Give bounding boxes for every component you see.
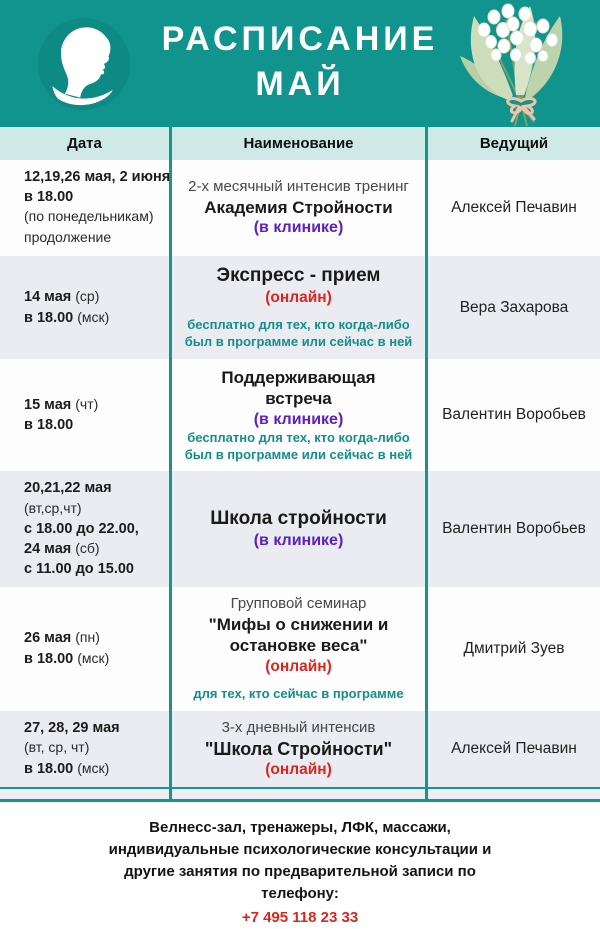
date-line: с 11.00 до 15.00	[24, 560, 134, 577]
head-profile-icon	[36, 16, 132, 112]
event-line: Экспресс - прием	[216, 265, 381, 287]
event-line: встреча	[265, 389, 332, 409]
host-cell: Дмитрий Зуев	[463, 640, 565, 657]
date-line: в 18.00	[24, 416, 74, 433]
date-cell	[0, 160, 169, 256]
event-line: был в программе или сейчас в ней	[184, 446, 413, 462]
banner	[0, 0, 600, 127]
event-cell	[169, 359, 428, 471]
table-row	[0, 471, 600, 587]
date-line: 20,21,22 мая	[24, 480, 112, 497]
column-header-date: Дата	[67, 135, 102, 152]
date-line: (вт, ср, чт)	[24, 739, 90, 756]
column-header-name: Наименование	[169, 127, 428, 160]
date-line: (вт,ср,чт)	[24, 500, 82, 516]
date-cell	[0, 471, 169, 587]
event-line: 3-х дневный интенсив	[221, 718, 376, 736]
lily-of-the-valley-bouquet-icon	[446, 0, 596, 126]
date-line: (по понедельникам)	[24, 208, 154, 225]
schedule-table	[0, 127, 600, 802]
date-cell	[0, 256, 169, 359]
event-line: Академия Стройности	[204, 197, 393, 217]
table-header-row	[0, 127, 600, 160]
host-cell: Алексей Печавин	[451, 199, 577, 217]
table-row	[0, 711, 600, 788]
date-line: в 18.00 (мск)	[24, 759, 110, 777]
event-line: Поддерживающая	[221, 368, 376, 388]
event-line: (в клинике)	[253, 219, 344, 237]
table-body	[0, 160, 600, 787]
event-line: был в программе или сейчас в ней	[184, 334, 413, 350]
date-cell	[0, 587, 169, 711]
date-line: 27, 28, 29 мая	[24, 719, 120, 736]
table-row	[0, 160, 600, 256]
date-line: в 18.00	[24, 188, 74, 205]
event-line: 2-х месячный интенсив тренинг	[188, 178, 409, 196]
date-line: в 18.00 (мск)	[24, 308, 110, 326]
event-line: остановке веса"	[229, 636, 368, 656]
footer-line: другие занятия по предварительной записи по	[124, 862, 476, 880]
host-cell: Валентин Воробьев	[442, 520, 586, 538]
table-footer-strip-cell	[169, 789, 428, 799]
host-cell: Вера Захарова	[459, 298, 569, 316]
date-line: 26 мая (пн)	[24, 629, 100, 647]
event-line: (в клинике)	[253, 410, 344, 428]
event-line: (онлайн)	[265, 657, 332, 675]
date-line: в 18.00 (мск)	[24, 650, 110, 667]
event-line: (в клинике)	[253, 532, 344, 550]
footer-line: индивидуальные психологические консультации и	[108, 841, 492, 859]
event-cell	[169, 471, 428, 587]
footer-note	[0, 802, 600, 929]
page-title-line2: МАЙ	[255, 64, 345, 103]
footer-line: телефону:	[261, 884, 339, 902]
date-line: 14 мая (ср)	[24, 288, 100, 306]
date-line: 15 мая (чт)	[24, 396, 99, 414]
event-line: (онлайн)	[265, 289, 332, 306]
page-title	[162, 17, 439, 105]
event-cell	[169, 160, 428, 256]
event-line: "Школа Стройности"	[204, 738, 393, 759]
table-row	[0, 359, 600, 471]
event-cell	[169, 711, 428, 788]
phone-number: +7 495 118 23 33	[241, 909, 359, 927]
host-cell: Алексей Печавин	[451, 740, 577, 758]
event-cell	[169, 256, 428, 359]
event-line: "Мифы о снижении и	[208, 615, 389, 634]
event-line: Групповой семинар	[230, 595, 367, 613]
footer-line: Велнесс-зал, тренажеры, ЛФК, массажи,	[149, 819, 451, 837]
date-line: с 18.00 до 22.00,	[24, 520, 139, 537]
date-line: 24 мая (сб)	[24, 540, 100, 558]
column-header-host: Ведущий	[479, 135, 549, 152]
date-cell	[0, 711, 169, 788]
event-line: бесплатно для тех, кто когда-либо	[187, 317, 410, 333]
event-line: Школа стройности	[210, 508, 387, 530]
event-cell	[169, 587, 428, 711]
date-cell	[0, 359, 169, 471]
table-row	[0, 587, 600, 711]
date-line: 12,19,26 мая, 2 июня	[24, 169, 171, 185]
table-footer-strip	[0, 787, 600, 802]
table-row	[0, 256, 600, 359]
table-footer-strip-cell	[428, 789, 600, 799]
table-footer-strip-cell	[0, 789, 169, 799]
event-line: бесплатно для тех, кто когда-либо	[187, 429, 410, 445]
event-line: для тех, кто сейчас в программе	[193, 685, 404, 701]
page-title-line1: РАСПИСАНИЕ	[161, 20, 439, 59]
event-line: (онлайн)	[265, 761, 332, 779]
date-line: продолжение	[24, 228, 112, 245]
host-cell: Валентин Воробьев	[442, 406, 586, 424]
